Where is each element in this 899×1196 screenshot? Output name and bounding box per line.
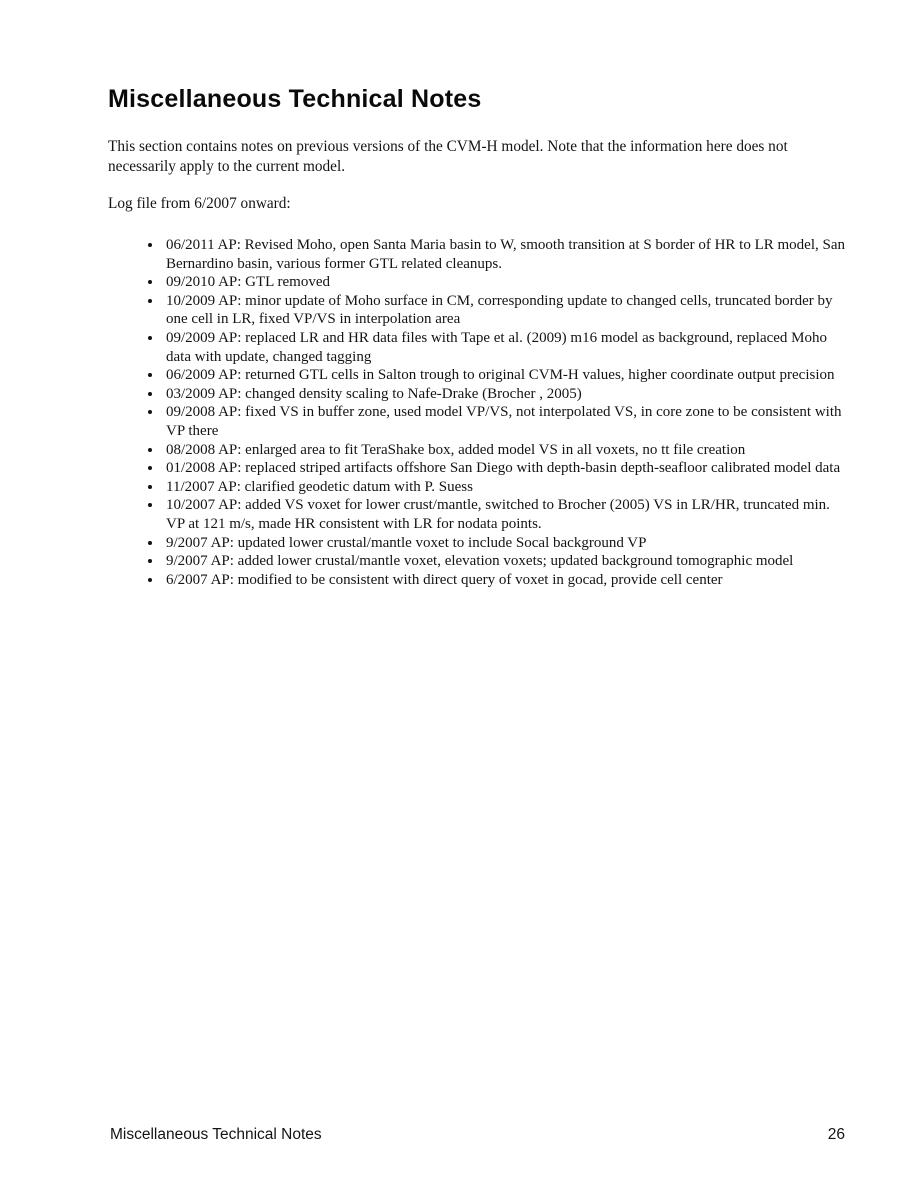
page-footer [110,1126,845,1144]
log-entry: • 9/2007 AP: added lower crustal/mantle voxet, elevation voxets; updated background tomographic model [163,552,847,571]
log-entry: • 10/2009 AP: minor update of Moho surface in CM, corresponding update to changed cells, truncated border by one cell in LR, fixed VP/VS in interpolation area [163,292,847,329]
log-entry: • 9/2007 AP: updated lower crustal/mantle voxet to include Socal background VP [163,534,847,553]
log-entry: • 06/2009 AP: returned GTL cells in Salton trough to original CVM-H values, higher coordinate output precision [163,366,847,385]
footer-page-number: 26 [827,1126,845,1143]
intro-paragraph: This section contains notes on previous versions of the CVM-H model. Note that the information here does not necessarily apply to the current model. [108,138,788,175]
log-entry: • 09/2010 AP: GTL removed [163,273,847,292]
page-title: Miscellaneous Technical Notes [108,85,482,113]
log-entry: • 09/2009 AP: replaced LR and HR data files with Tape et al. (2009) m16 model as background, replaced Moho data with update, changed tagging [163,329,847,366]
log-entry: • 08/2008 AP: enlarged area to fit TeraShake box, added model VS in all voxets, no tt file creation [163,441,847,460]
log-entry-list [108,236,847,589]
document-content [0,0,899,589]
log-entry: • 01/2008 AP: replaced striped artifacts offshore San Diego with depth-basin depth-seafloor calibrated model data [163,459,847,478]
log-entry: • 09/2008 AP: fixed VS in buffer zone, used model VP/VS, not interpolated VS, in core zone to be consistent with VP there [163,403,847,440]
log-entry: • 6/2007 AP: modified to be consistent with direct query of voxet in gocad, provide cell center [163,571,847,590]
log-file-heading: Log file from 6/2007 onward: [108,195,291,212]
log-entry: • 03/2009 AP: changed density scaling to Nafe-Drake (Brocher , 2005) [163,385,847,404]
footer-section-title: Miscellaneous Technical Notes [110,1126,322,1143]
log-entry: • 10/2007 AP: added VS voxet for lower crust/mantle, switched to Brocher (2005) VS in LR/HR, truncated min. VP at 121 m/s, made HR consistent with LR for nodata points. [163,496,847,533]
log-entry: • 06/2011 AP: Revised Moho, open Santa Maria basin to W, smooth transition at S border of HR to LR model, San Bernardino basin, various former GTL related cleanups. [163,236,847,273]
log-entry: • 11/2007 AP: clarified geodetic datum with P. Suess [163,478,847,497]
